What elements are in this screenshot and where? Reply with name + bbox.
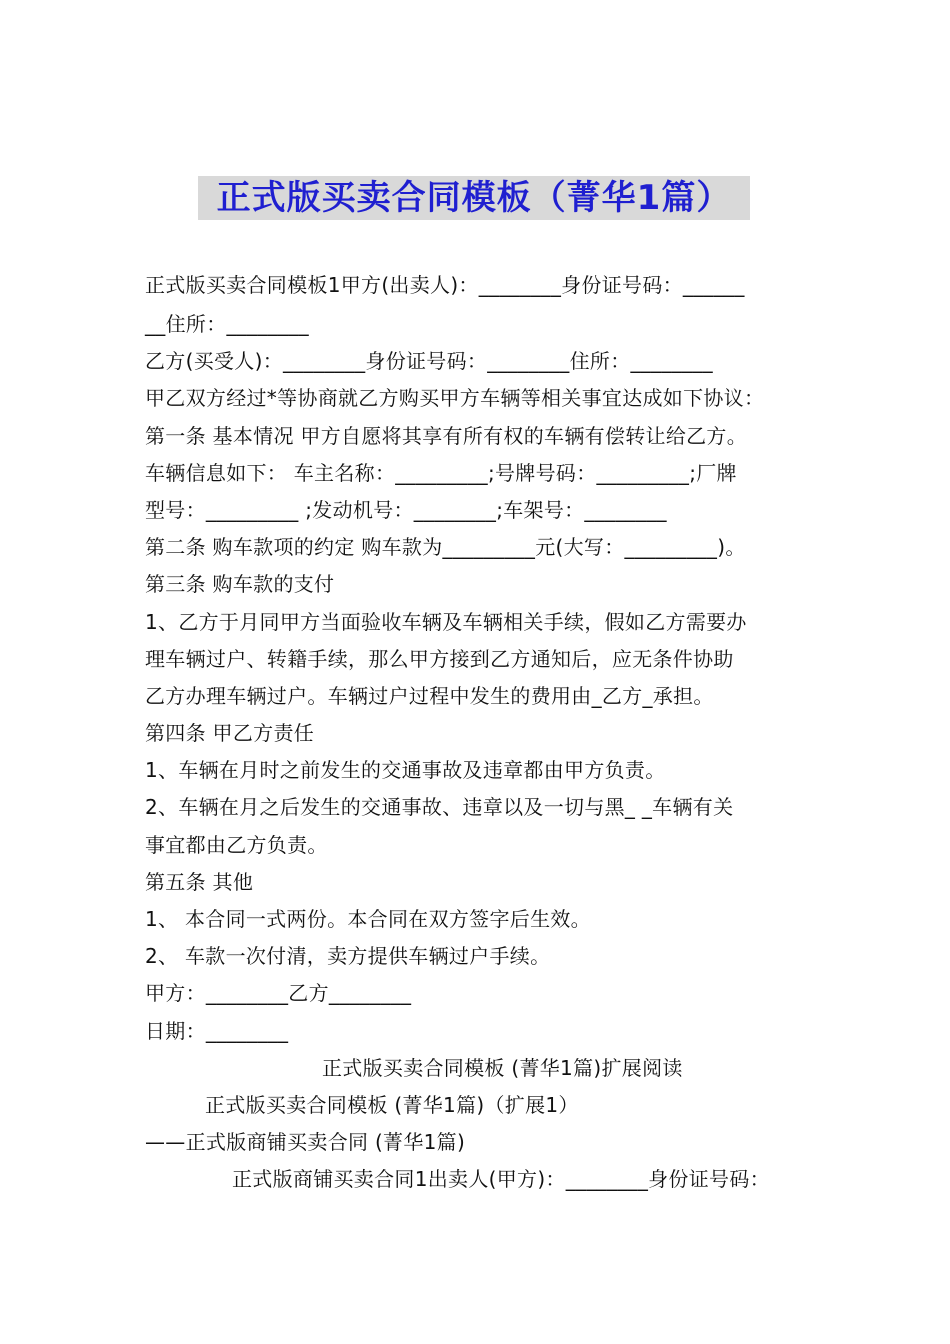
text-line: 车辆信息如下： 车主名称：_________;号牌号码：_________;厂牌 (145, 461, 737, 485)
text-line: 正式版买卖合同模板 (菁华1篇)（扩展1） (205, 1093, 579, 1117)
text-line: __住所：________ (145, 312, 309, 336)
text-line: 理车辆过户、转籍手续，那么甲方接到乙方通知后，应无条件协助 (145, 647, 734, 671)
text-line: 乙方办理车辆过户。车辆过户过程中发生的费用由_乙方_承担。 (145, 684, 714, 708)
text-line: 1、乙方于月同甲方当面验收车辆及车辆相关手续，假如乙方需要办 (145, 610, 747, 634)
text-line: 2、车辆在月之后发生的交通事故、违章以及一切与黑_ _车辆有关 (145, 795, 734, 819)
text-line: 甲方：________乙方________ (145, 981, 412, 1005)
text-line: 第五条 其他 (145, 870, 254, 894)
text-line: 第二条 购车款项的约定 购车款为_________元(大写：_________)。 (145, 535, 746, 559)
text-line: 型号：_________ ;发动机号：________;车架号：________ (145, 498, 667, 522)
text-line: 1、 本合同一式两份。本合同在双方签字后生效。 (145, 907, 591, 931)
text-line: 正式版买卖合同模板1甲方(出卖人)：________身份证号码：______ (145, 273, 745, 297)
text-line: 正式版买卖合同模板 (菁华1篇)扩展阅读 (322, 1056, 683, 1080)
text-line: 第一条 基本情况 甲方自愿将其享有所有权的车辆有偿转让给乙方。 (145, 424, 748, 448)
text-line: 甲乙双方经过*等协商就乙方购买甲方车辆等相关事宜达成如下协议： (145, 386, 765, 410)
text-line: 1、车辆在月时之前发生的交通事故及违章都由甲方负责。 (145, 758, 666, 782)
text-line: ——正式版商铺买卖合同 (菁华1篇) (145, 1130, 466, 1154)
text-line: 正式版商铺买卖合同1出卖人(甲方)：________身份证号码： (232, 1167, 770, 1191)
page-title: 正式版买卖合同模板（菁华1篇） (198, 176, 750, 220)
text-line: 事宜都由乙方负责。 (145, 833, 328, 857)
text-line: 乙方(买受人)：________身份证号码：________住所：________ (145, 349, 713, 373)
text-line: 第三条 购车款的支付 (145, 572, 335, 596)
text-line: 第四条 甲乙方责任 (145, 721, 315, 745)
text-line: 日期：________ (145, 1019, 289, 1043)
text-line: 2、 车款一次付清，卖方提供车辆过户手续。 (145, 944, 551, 968)
